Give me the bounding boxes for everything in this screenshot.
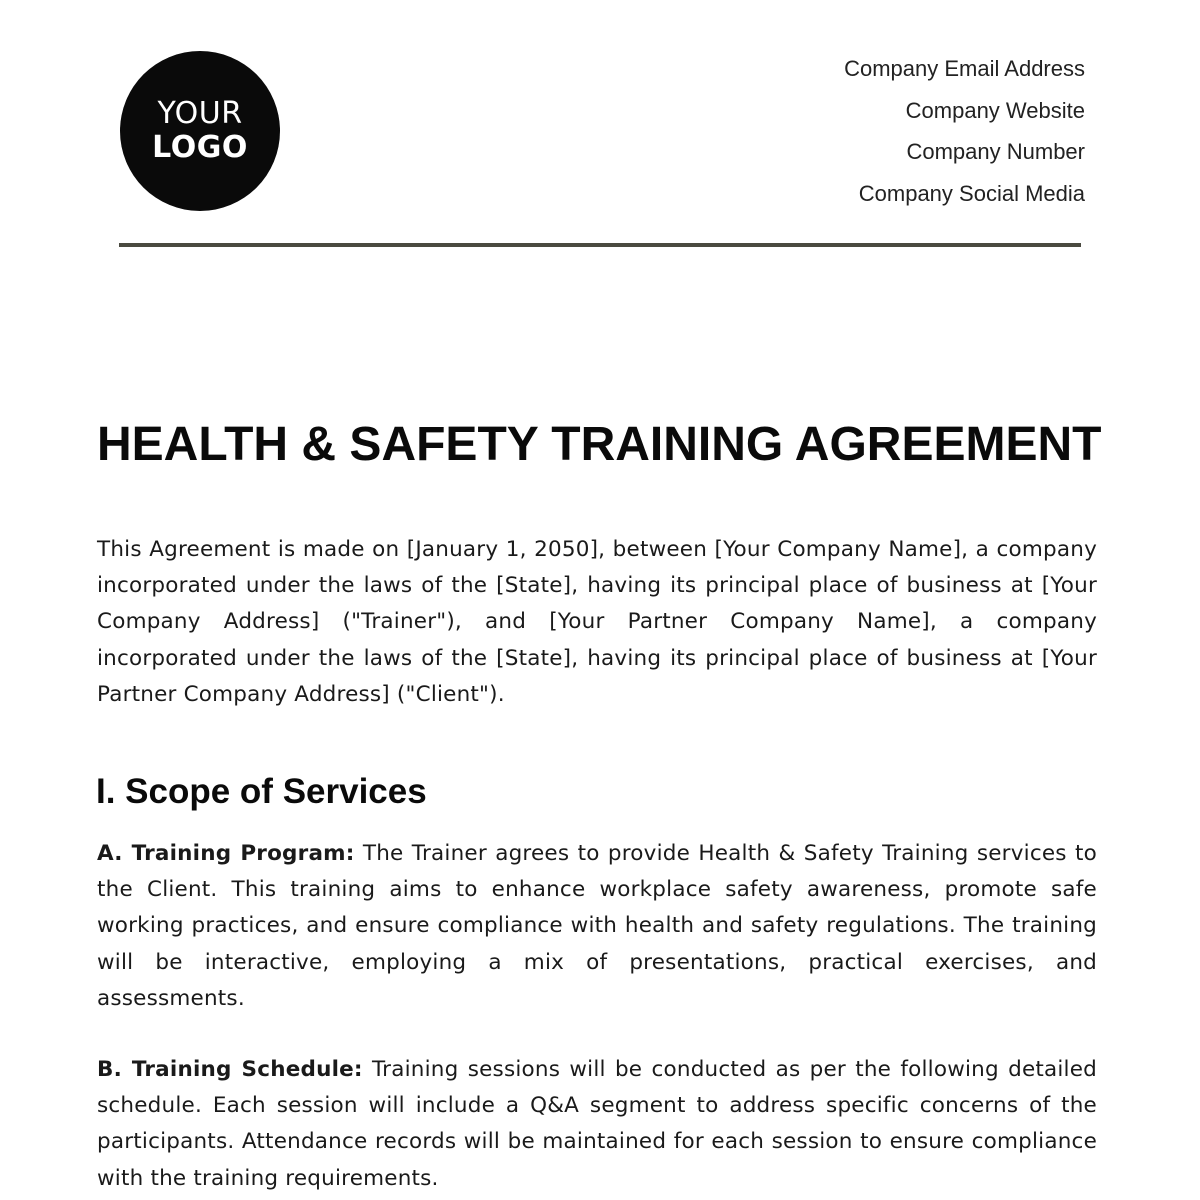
company-email: Company Email Address — [844, 56, 1085, 81]
company-website: Company Website — [905, 97, 1085, 123]
company-number: Company Number — [906, 139, 1085, 164]
training-program-text: The Trainer agrees to provide Health & Safety Training services to the Client. This training aims to enhance workplace safety awareness, promote safe working practices, and ensure compliance with health and safety regulations. The training will be interactive, employing a mix of presentations, practical exercises, and assessments. — [97, 841, 1097, 1011]
training-program-label: A. Training Program: — [97, 841, 355, 866]
header-divider — [119, 243, 1081, 247]
logo-line-1: YOUR — [157, 96, 243, 131]
document-title: HEALTH & SAFETY TRAINING AGREEMENT — [97, 418, 1102, 471]
training-schedule-text: Training sessions will be conducted as per the following detailed schedule. Each session will include a Q&A segment to address specific concerns of the participants. Attendance records will be maintained for each session to ensure compliance with the training requirements. — [97, 1057, 1097, 1191]
section-heading-scope: I. Scope of Services — [96, 772, 427, 811]
training-schedule-paragraph — [97, 1052, 1097, 1197]
company-social-media: Company Social Media — [858, 180, 1085, 206]
training-program-paragraph — [97, 836, 1097, 1017]
intro-paragraph: This Agreement is made on [January 1, 2050], between [Your Company Name], a company incorporated under the laws of the [State], having its principal place of business at [Your Company Address] ("Trainer"), and [Your Partner Company Name], a company incorporated under the laws of the [State], having its principal place of business at [Your Partner Company Address] ("Client"). — [97, 537, 1097, 707]
logo-line-2: LOGO — [152, 130, 248, 165]
company-logo — [120, 51, 280, 211]
training-schedule-label: B. Training Schedule: — [97, 1057, 363, 1082]
company-contact-block — [844, 54, 1085, 220]
